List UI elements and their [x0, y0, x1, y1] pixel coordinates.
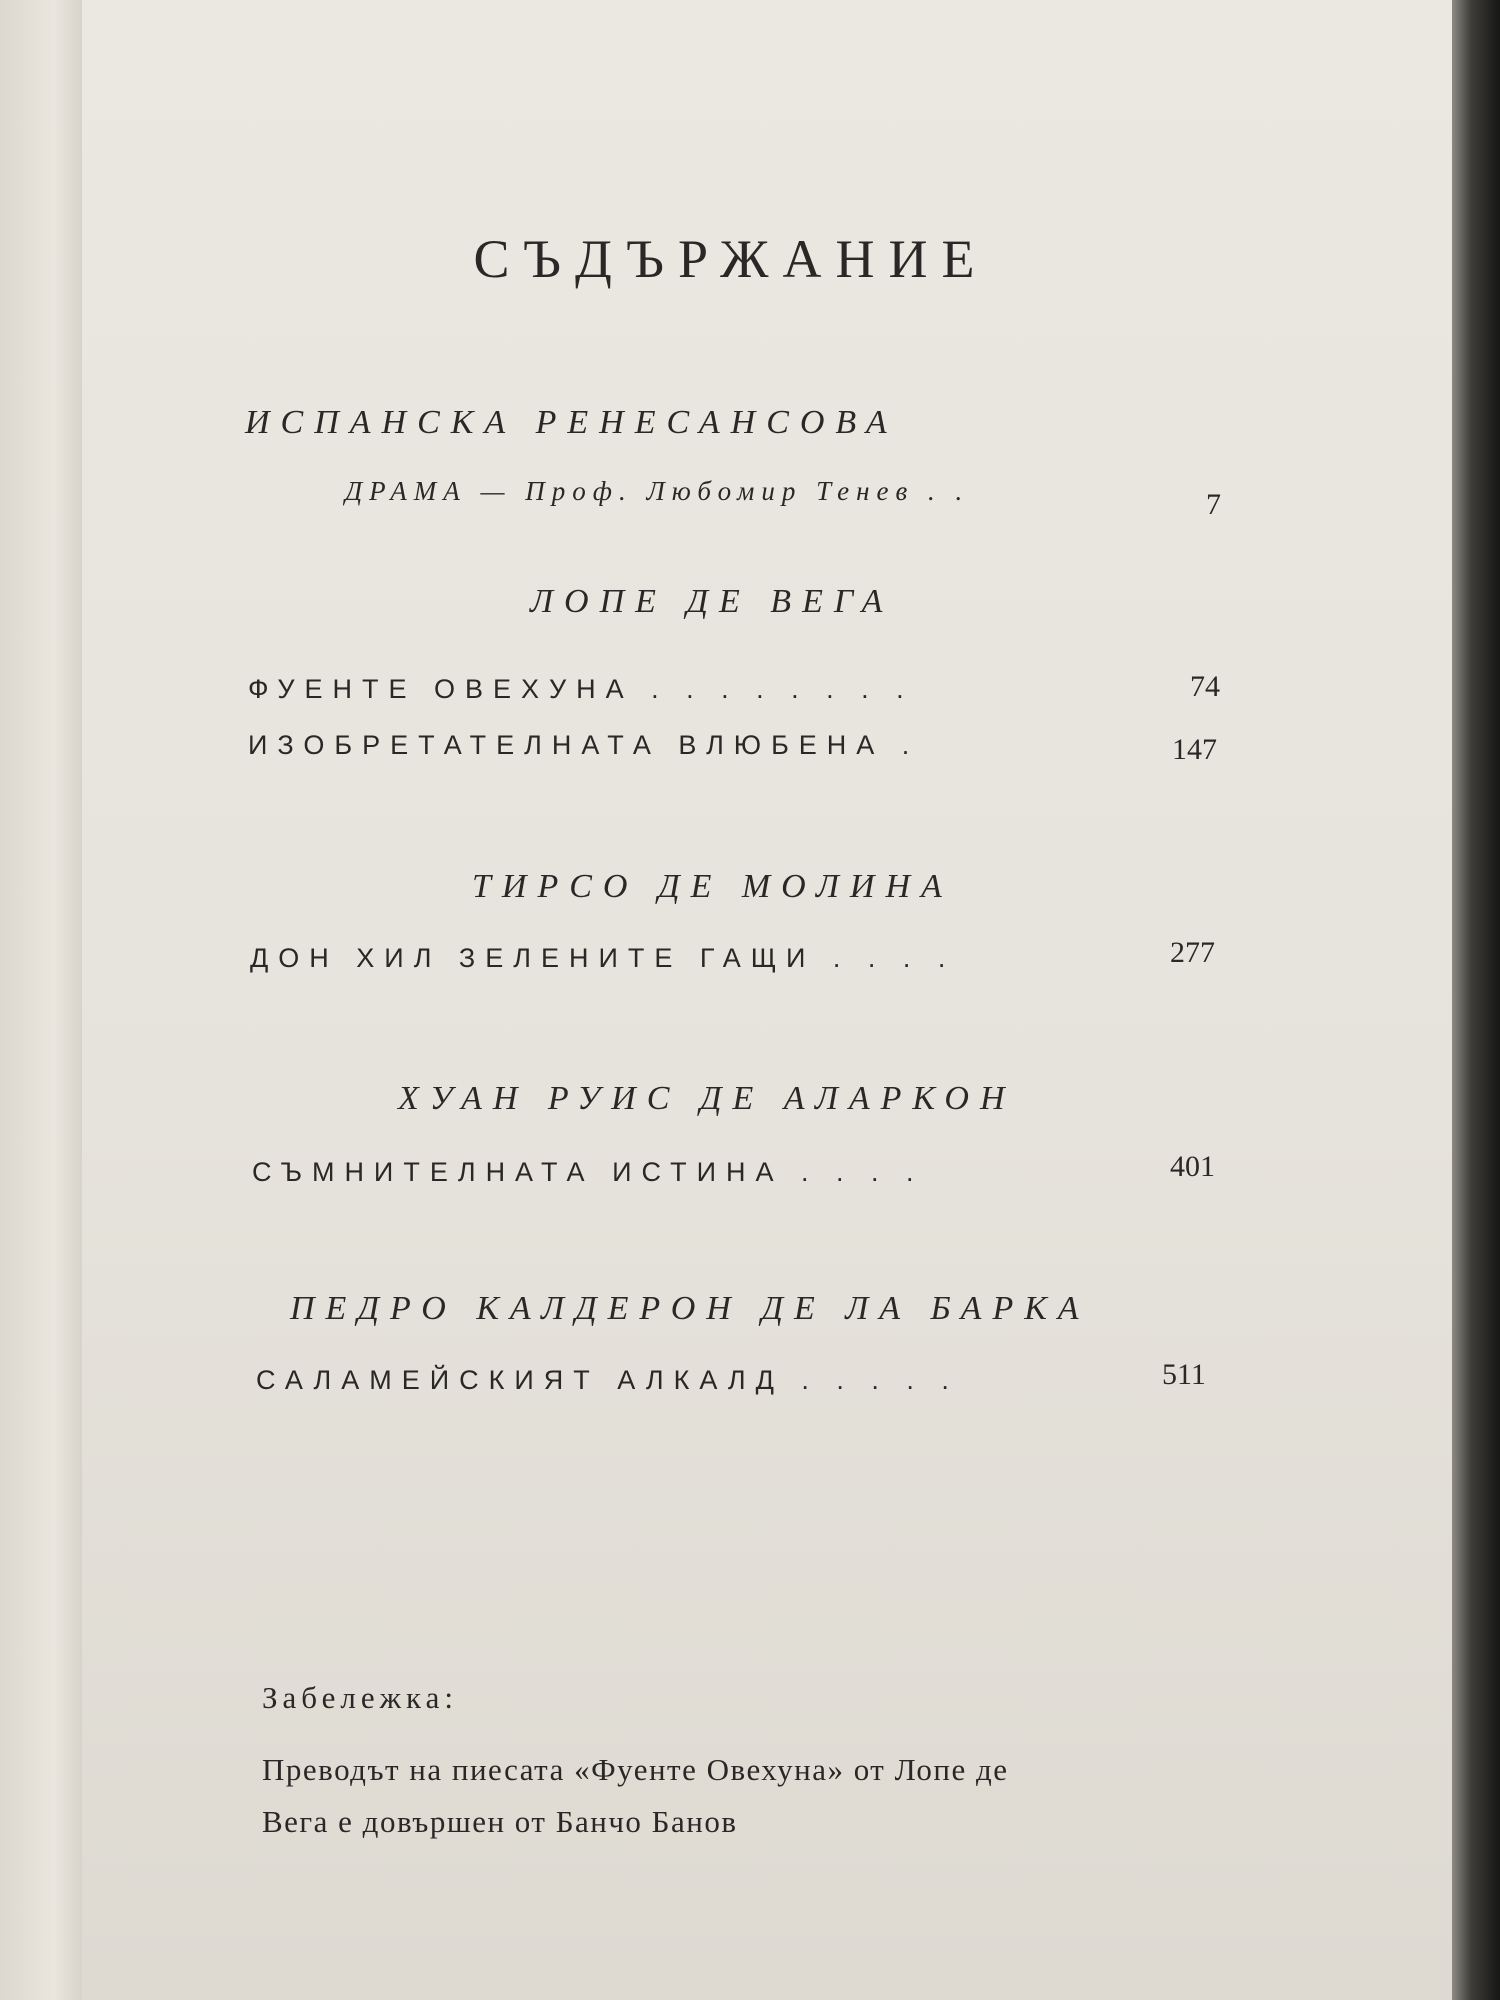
- toc-page-salameyskiyat-alkald: 511: [1162, 1358, 1206, 1391]
- intro-line-2: ДРАМА — Проф. Любомир Тенев . .: [345, 476, 970, 506]
- section-author-lope-de-vega: ЛОПЕ ДЕ ВЕГА: [530, 583, 894, 620]
- toc-entry-izobretatelnata-vlyubena: ИЗОБРЕТАТЕЛНАТА ВЛЮБЕНА .: [248, 730, 920, 760]
- section-author-tirso-de-molina: ТИРСО ДЕ МОЛИНА: [472, 868, 953, 905]
- intro-page-number: 7: [1206, 488, 1221, 521]
- note-label: Забележка:: [262, 1680, 459, 1715]
- note-line-2: Вега е довършен от Банчо Банов: [262, 1804, 738, 1839]
- section-author-calderon-de-la-barca: ПЕДРО КАЛДЕРОН ДЕ ЛА БАРКА: [290, 1290, 1090, 1327]
- right-page-edge: [1452, 0, 1500, 2000]
- toc-page-fuente-ovejuna: 74: [1190, 670, 1220, 703]
- page-title: СЪДЪРЖАНИЕ: [473, 229, 989, 289]
- toc-entry-samnitelnata-istina: СЪМНИТЕЛНАТА ИСТИНА . . . .: [252, 1157, 924, 1187]
- toc-page-izobretatelnata-vlyubena: 147: [1172, 733, 1217, 766]
- section-author-juan-ruiz-de-alarcon: ХУАН РУИС ДЕ АЛАРКОН: [398, 1080, 1016, 1117]
- toc-entry-salameyskiyat-alkald: САЛАМЕЙСКИЯТ АЛКАЛД . . . . .: [256, 1365, 959, 1395]
- intro-line-1: ИСПАНСКА РЕНЕСАНСОВА: [245, 404, 898, 441]
- toc-page-samnitelnata-istina: 401: [1170, 1150, 1215, 1183]
- toc-entry-don-hil: ДОН ХИЛ ЗЕЛЕНИТЕ ГАЩИ . . . .: [250, 943, 956, 973]
- toc-page-don-hil: 277: [1170, 936, 1215, 969]
- toc-entry-fuente-ovejuna: ФУЕНТЕ ОВЕХУНА . . . . . . . .: [248, 674, 914, 704]
- note-line-1: Преводът на пиесата «Фуенте Овехуна» от Лопе де: [262, 1752, 1009, 1787]
- left-page-edge: [0, 0, 90, 2000]
